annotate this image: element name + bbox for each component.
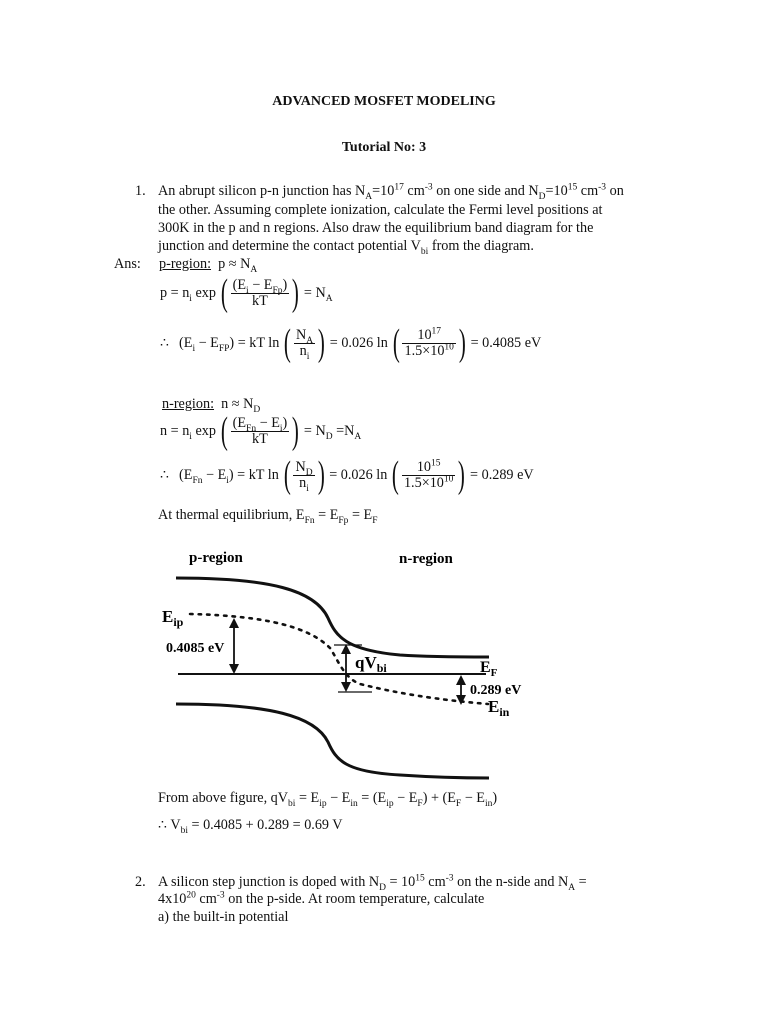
eip-label: $E_{ip}$: [162, 607, 184, 629]
qvbi-label: $qV_{bi}$: [355, 653, 387, 675]
question-1-line-2: the other. Assuming complete ionization, calculate the Fermi level positions at: [158, 202, 603, 218]
question-1-line-1: An abrupt silicon p-n junction has $N_A=10^{17}$ $cm^{-3}$ on one side and $N_D=10^{15}$ $cm^{-3}$ on: [158, 182, 624, 202]
thermal-equilibrium-statement: At thermal equilibrium, $E_{Fn} = E_{Fp} = E_F$: [158, 507, 378, 526]
ein-label: $E_{in}$: [488, 697, 510, 719]
tutorial-number: Tutorial No: 3: [341, 140, 427, 155]
p-side-energy-label: 0.4085 eV: [166, 641, 225, 656]
result-qvbi-equation: From above figure, $qV_{bi} = E_{ip} - E_{in} = (E_{ip} - E_F) + (E_F - E_{in})$: [158, 790, 498, 809]
question-2-line-1: A silicon step junction is doped with $N_D = 10^{15}$ $cm^{-3}$ on the n-side and $N_A$ =: [158, 873, 587, 893]
result-vbi-value: ∴ $V_{bi} = 0.4085 + 0.289 = 0.69$ V: [158, 817, 343, 836]
question-1-line-4: junction and determine the contact potential $V_{bi}$ from the diagram.: [158, 238, 534, 257]
n-region-heading: n-region: $n \approx N_D$: [162, 396, 261, 415]
n-side-energy-label: 0.289 eV: [470, 683, 522, 698]
question-2-number: 2.: [135, 874, 146, 890]
document-title: ADVANCED MOSFET MODELING: [272, 94, 496, 109]
question-1-line-3: 300K in the p and n regions. Also draw the equilibrium band diagram for the: [158, 220, 594, 236]
band-diagram: [0, 530, 768, 790]
n-region-label: n-region: [399, 551, 453, 567]
ef-label: $E_F$: [480, 659, 498, 679]
p-region-label: p-region: [189, 550, 243, 566]
p-region-heading: p-region: $p \approx N_A$: [159, 256, 258, 275]
equation-p-fermi-level: ∴ $(E_i - E_{FP})$ = kT ln ( $\frac{N_A}{n_i}$ ) = 0.026 ln ( $\frac{10^{17}}{1.5\times 10^{10}}$ ) = 0.4085 eV: [160, 322, 542, 364]
equation-n-fermi-level: ∴ $(E_{Fn} - E_i)$ = kT ln ( $\frac{N_D}{n_i}$ ) = 0.026 ln ( $\frac{10^{15}}{1.5\times 10^{10}}$ ) = 0.289 eV: [160, 454, 534, 496]
question-1-number: 1.: [135, 183, 146, 199]
question-2-item-a: a) the built-in potential: [158, 909, 289, 925]
equation-n-concentration: $n = n_i$ exp ( $\frac{(E_{Fn} - E_i)}{kT}$ ) = $N_D =N_A$: [160, 410, 362, 452]
equation-p-concentration: $p = n_i$ exp ( $\frac{(E_i - E_{Fp})}{kT}$ ) = $N_A$: [160, 272, 333, 314]
answer-label: Ans:: [114, 256, 141, 272]
question-2-line-2: $4x10^{20}$ $cm^{-3}$ on the p-side. At room temperature, calculate: [158, 890, 485, 907]
valence-band-edge: [176, 704, 489, 778]
